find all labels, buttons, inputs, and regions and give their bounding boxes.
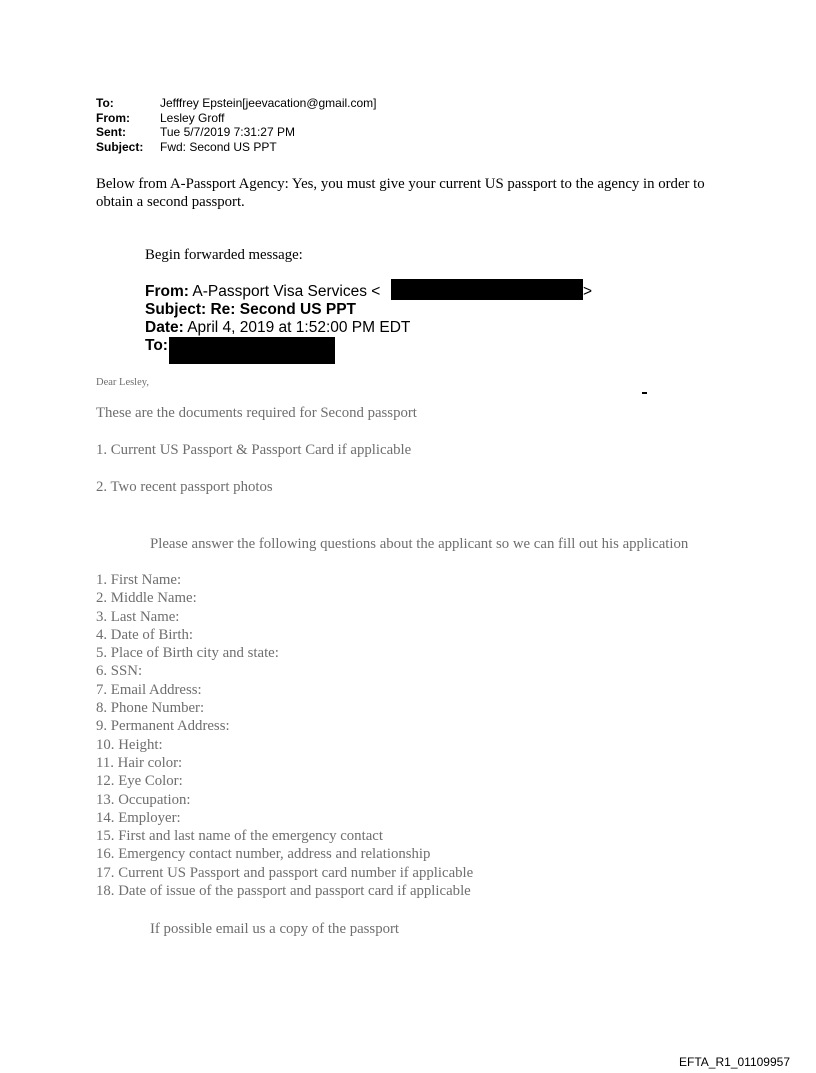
- forwarded-from-close: >: [583, 283, 593, 300]
- question-item: 3. Last Name:: [96, 608, 180, 625]
- redaction-block: [169, 337, 335, 364]
- forwarded-to-label: To:: [145, 337, 168, 354]
- question-item: 7. Email Address:: [96, 681, 202, 698]
- greeting: Dear Lesley,: [96, 377, 149, 388]
- documents-heading: These are the documents required for Second passport: [96, 405, 417, 421]
- header-from-row: [96, 111, 377, 126]
- from-label: From:: [96, 110, 130, 125]
- question-item: 4. Date of Birth:: [96, 626, 193, 643]
- question-item: 10. Height:: [96, 736, 163, 753]
- questions-list: [96, 571, 473, 900]
- header-subject-row: [96, 140, 377, 155]
- document-id: EFTA_R1_01109957: [679, 1055, 790, 1069]
- to-value: Jefffrey Epstein[jeevacation@gmail.com]: [160, 96, 377, 110]
- question-item: 1. First Name:: [96, 572, 182, 588]
- forwarded-date-label: Date:: [145, 319, 184, 336]
- question-item: 13. Occupation:: [96, 791, 191, 808]
- subject-label: Subject:: [96, 139, 144, 154]
- forwarded-header: [145, 283, 593, 355]
- question-item: 18. Date of issue of the passport and passport card if applicable: [96, 883, 471, 900]
- header-sent-row: [96, 125, 377, 140]
- email-header: [96, 96, 377, 154]
- question-item: 5. Place of Birth city and state:: [96, 645, 279, 662]
- forwarded-subject-value: Re: Second US PPT: [210, 301, 357, 318]
- question-item: 15. First and last name of the emergency contact: [96, 828, 383, 845]
- forwarded-date-value: April 4, 2019 at 1:52:00 PM EDT: [187, 319, 411, 336]
- redaction-block: [391, 279, 583, 300]
- question-item: 6. SSN:: [96, 663, 143, 680]
- forwarded-subject-label: Subject:: [145, 301, 207, 318]
- sent-label: Sent:: [96, 125, 126, 139]
- document-item: 2. Two recent passport photos: [96, 479, 273, 495]
- forwarded-from-label: From:: [145, 283, 189, 300]
- to-label: To:: [96, 96, 114, 110]
- subject-value: Fwd: Second US PPT: [160, 139, 277, 154]
- closing-request: If possible email us a copy of the passport: [150, 921, 400, 937]
- forwarded-to-row: [145, 337, 410, 355]
- question-item: 16. Emergency contact number, address and relationship: [96, 846, 431, 863]
- sent-value: Tue 5/7/2019 7:31:27 PM: [160, 125, 295, 139]
- forwarded-subject-row: [145, 301, 410, 319]
- header-to-row: [96, 96, 377, 111]
- question-item: 2. Middle Name:: [96, 590, 197, 607]
- intro-paragraph: Below from A-Passport Agency: Yes, you must give your current US passport to the agency in order to obtain a second passport.: [96, 176, 705, 210]
- from-value: Lesley Groff: [160, 110, 225, 125]
- stray-mark: [642, 392, 647, 394]
- forwarded-from-value: A-Passport Visa Services <: [192, 283, 381, 300]
- forwarded-date-row: [145, 319, 410, 337]
- question-item: 17. Current US Passport and passport card number if applicable: [96, 864, 474, 881]
- forwarded-begin-text: Begin forwarded message:: [145, 247, 303, 263]
- question-item: 11. Hair color:: [96, 754, 183, 771]
- question-item: 8. Phone Number:: [96, 700, 205, 717]
- forwarded-from-row: [145, 283, 593, 301]
- question-item: 9. Permanent Address:: [96, 718, 230, 735]
- questions-intro: Please answer the following questions about the applicant so we can fill out his application: [150, 536, 689, 552]
- question-item: 12. Eye Color:: [96, 773, 183, 790]
- document-item: 1. Current US Passport & Passport Card if applicable: [96, 442, 412, 458]
- question-item: 14. Employer:: [96, 809, 181, 826]
